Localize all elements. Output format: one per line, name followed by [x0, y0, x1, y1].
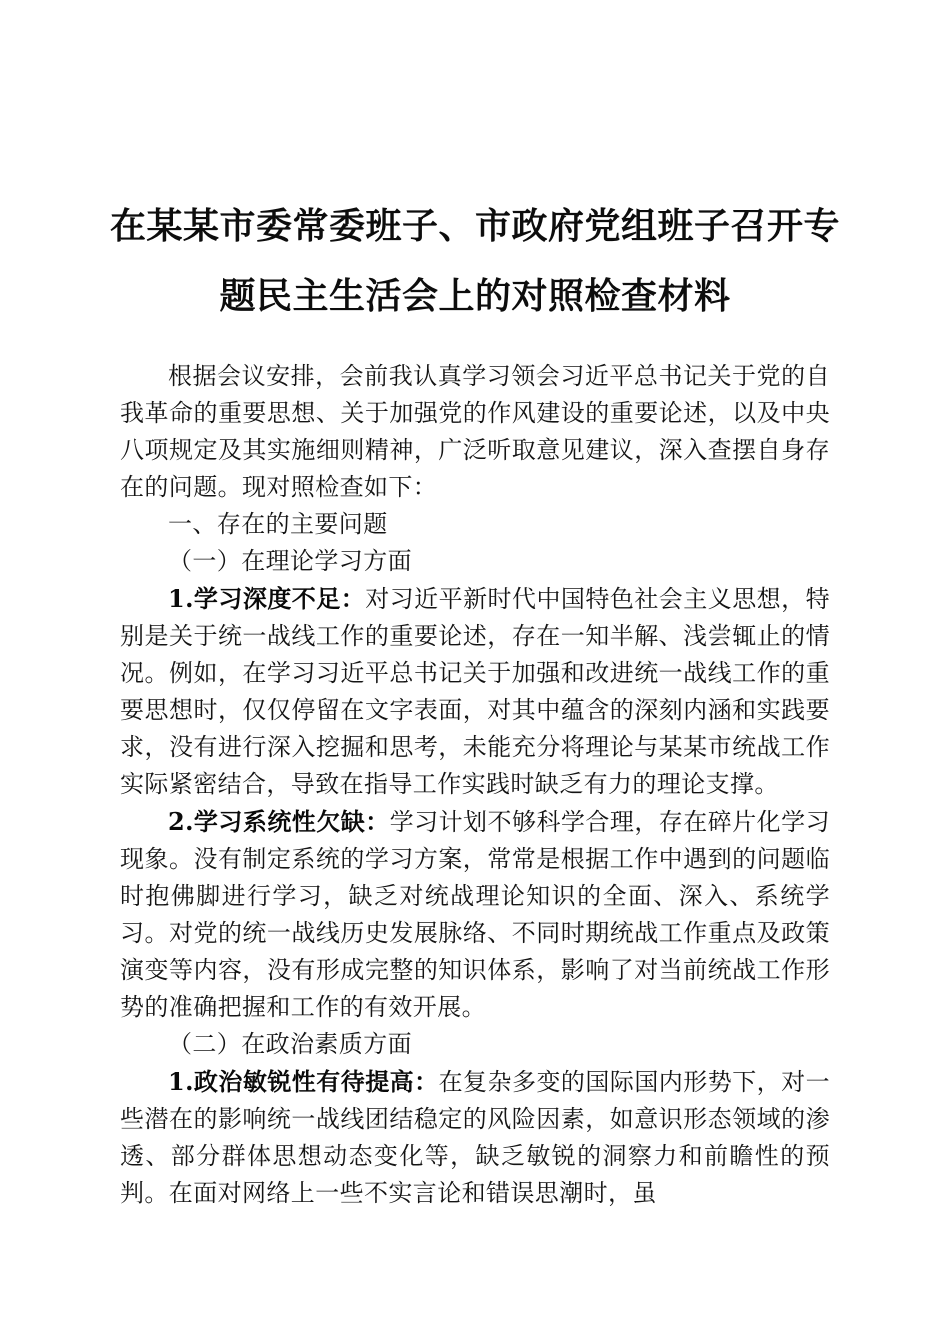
document-body — [120, 358, 830, 1212]
item-paragraph-study-depth — [120, 580, 830, 803]
section-heading-main-problems: 一、存在的主要问题 — [168, 510, 388, 538]
item-lead-study-system: 2.学习系统性欠缺： — [168, 807, 390, 836]
item-paragraph-political-sensitivity — [120, 1063, 830, 1212]
document-title-line-1: 在某某市委常委班子、市政府党组班子召开专 — [109, 205, 840, 247]
subsection-heading-political-quality: （二）在政治素质方面 — [168, 1030, 412, 1058]
document-title-line-2: 题民主生活会上的对照检查材料 — [219, 275, 731, 317]
item-lead-study-depth: 1.学习深度不足： — [168, 584, 366, 613]
item-text-study-depth: 对习近平新时代中国特色社会主义思想，特别是关于统一战线工作的重要论述，存在一知半解、浅尝辄止的情况。例如，在学习习近平总书记关于加强和改进统一战线工作的重要思想时，仅仅停留在文字表面，对其中蕴含的深刻内涵和实践要求，没有进行深入挖掘和思考，未能充分将理论与某某市统战工作实际紧密结合，导致在指导工作实践时缺乏有力的理论支撑。 — [120, 585, 831, 798]
item-text-study-system: 学习计划不够科学合理，存在碎片化学习现象。没有制定系统的学习方案，常常是根据工作中遇到的问题临时抱佛脚进行学习，缺乏对统战理论知识的全面、深入、系统学习。对党的统一战线历史发展脉络、不同时期统战工作重点及政策演变等内容，没有形成完整的知识体系，影响了对当前统战工作形势的准确把握和工作的有效开展。 — [120, 808, 830, 1021]
item-paragraph-study-system — [120, 803, 830, 1026]
intro-paragraph: 根据会议安排，会前我认真学习领会习近平总书记关于党的自我革命的重要思想、关于加强党的作风建设的重要论述，以及中央八项规定及其实施细则精神，广泛听取意见建议，深入查摆自身存在的问题。现对照检查如下： — [120, 362, 830, 501]
subsection-heading-theory-study: （一）在理论学习方面 — [168, 547, 412, 575]
item-lead-political-sensitivity: 1.政治敏锐性有待提高： — [168, 1067, 439, 1096]
item-text-political-sensitivity: 在复杂多变的国际国内形势下，对一些潜在的影响统一战线团结稳定的风险因素，如意识形态领域的渗透、部分群体思想动态变化等，缺乏敏锐的洞察力和前瞻性的预判。在面对网络上一些不实言论和错误思潮时，虽 — [120, 1068, 830, 1207]
